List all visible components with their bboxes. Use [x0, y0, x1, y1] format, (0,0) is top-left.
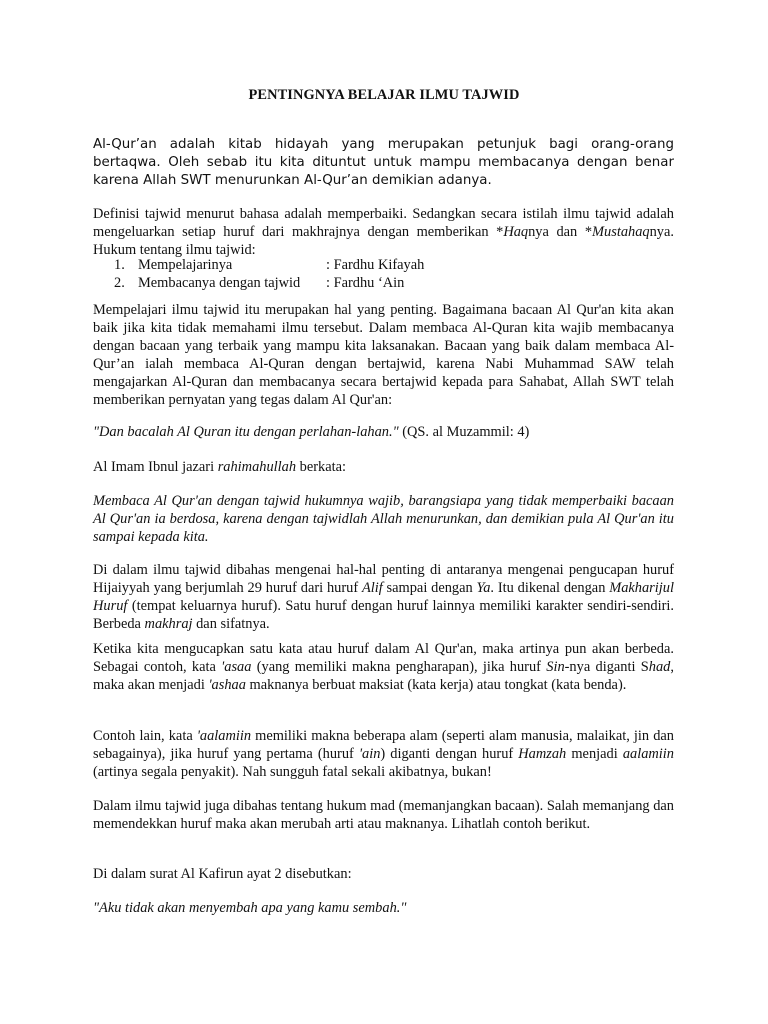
list-item-value: : Fardhu ‘Ain [326, 275, 405, 291]
list-item [93, 274, 674, 292]
paragraph-imam: Al Imam Ibnul jazari rahimahullah berkata: [93, 459, 346, 475]
paragraph-quran-verse: "Dan bacalah Al Quran itu dengan perlahan-lahan." (QS. al Muzammil: 4) [93, 424, 530, 440]
paragraph-mad: Dalam ilmu tajwid juga dibahas tentang hukum mad (memanjangkan bacaan). Salah memanjang dan memendekkan huruf maka akan merubah arti atau maknanya. Lihatlah contoh berikut. [93, 798, 674, 832]
ruling-list [93, 256, 674, 292]
paragraph-example-aalamiin: Contoh lain, kata 'aalamiin memiliki makna beberapa alam (seperti alam manusia, malaikat, jin dan sebagainya), jika huruf yang pertama (huruf 'ain) diganti dengan huruf Hamzah menjadi aalamiin (artinya segala penyakit). Nah sungguh fatal sekali akibatnya, bukan! [93, 728, 674, 780]
paragraph-kafirun: Di dalam surat Al Kafirun ayat 2 disebutkan: [93, 866, 352, 882]
paragraph-intro: Al-Qur’an adalah kitab hidayah yang merupakan petunjuk bagi orang-orang bertaqwa. Oleh sebab itu kita dituntut untuk mampu membacanya dengan benar karena Allah SWT menurunkan Al-Qur’an demikian adanya. [93, 137, 674, 188]
paragraph-imam-quote: Membaca Al Qur'an dengan tajwid hukumnya wajib, barangsiapa yang tidak memperbaiki bacaan Al Qur'an ia berdosa, karena dengan tajwidlah Allah menurunkan, dan demikian pula Al Qur'an itu sampai kepada kita. [93, 493, 674, 545]
paragraph-makharij: Di dalam ilmu tajwid dibahas mengenai hal-hal penting di antaranya mengenai pengucapan huruf Hijaiyyah yang berjumlah 29 huruf dari huruf Alif sampai dengan Ya. Itu dikenal dengan Makharijul Huruf (tempat keluarnya huruf). Satu huruf dengan huruf lainnya memiliki karakter sendiri-sendiri. Berbeda makhraj dan sifatnya. [93, 562, 674, 632]
list-number: 2. [114, 275, 125, 291]
paragraph-definition: Definisi tajwid menurut bahasa adalah memperbaiki. Sedangkan secara istilah ilmu tajwid adalah mengeluarkan setiap huruf dari makhrajnya dengan memberikan *Haqnya dan *Mustahaqnya. Hukum tentang ilmu tajwid: [93, 206, 674, 258]
paragraph-kafirun-quote: "Aku tidak akan menyembah apa yang kamu sembah." [93, 900, 407, 916]
list-item-label: Membacanya dengan tajwid [138, 275, 301, 291]
paragraph-importance: Mempelajari ilmu tajwid itu merupakan hal yang penting. Bagaimana bacaan Al Qur'an kita akan baik jika kita tidak memahami ilmu tersebut. Dalam membaca Al-Quran kita wajib membacanya dengan bacaan yang terbaik yang mampu kita laksanakan. Bacaan yang baik dalam membaca Al-Qur’an ialah membaca Al-Quran dengan bertajwid, karena Nabi Muhammad SAW telah mengajarkan Al-Quran dan membacanya secara bertajwid kepada para Sahabat, Allah SWT telah memberikan pernyatan yang tegas dalam Al Qur'an: [93, 302, 674, 408]
list-number: 1. [114, 257, 125, 273]
list-item-value: : Fardhu Kifayah [326, 257, 425, 273]
paragraph-example-asaa: Ketika kita mengucapkan satu kata atau huruf dalam Al Qur'an, maka artinya pun akan berbeda. Sebagai contoh, kata 'asaa (yang memiliki makna pengharapan), jika huruf Sin-nya diganti Shad, maka akan menjadi 'ashaa maknanya berbuat maksiat (kata kerja) atau tongkat (kata benda). [93, 641, 674, 693]
document-title: PENTINGNYA BELAJAR ILMU TAJWID [248, 87, 520, 103]
list-item-label: Mempelajarinya [138, 257, 233, 273]
list-item [93, 256, 674, 274]
